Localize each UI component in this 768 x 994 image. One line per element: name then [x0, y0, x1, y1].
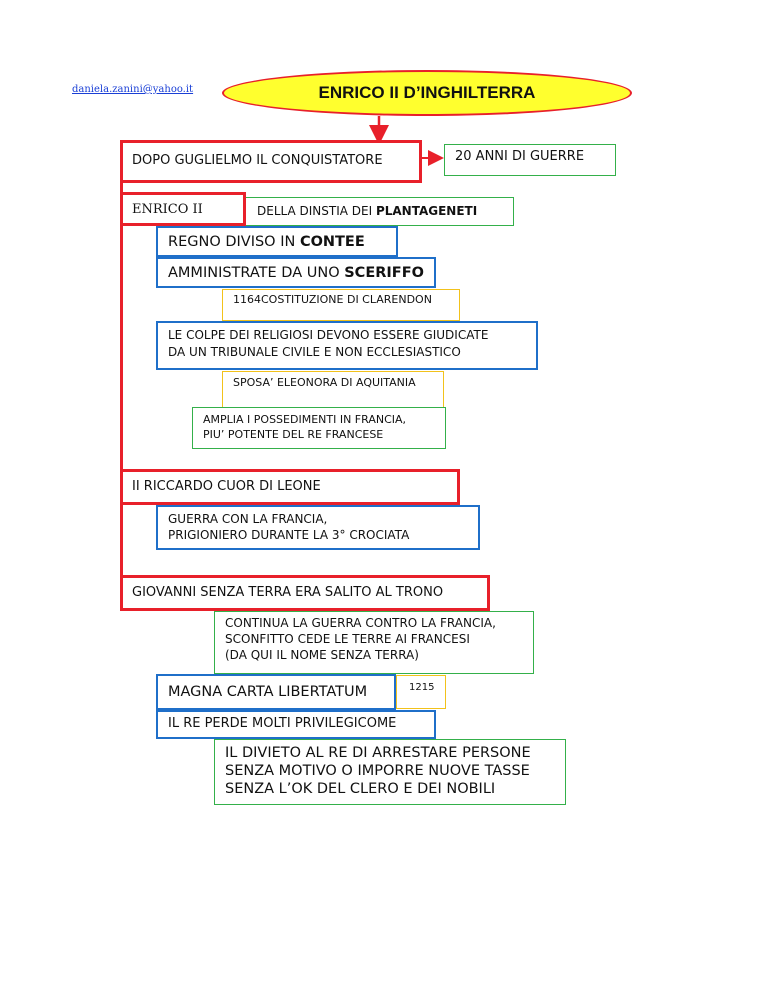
node-regno-text: REGNO DIVISO IN CONTEE: [168, 234, 365, 250]
node-20-anni: [444, 144, 616, 176]
node-riccardo-text: II RICCARDO CUOR DI LEONE: [132, 479, 321, 494]
node-1215-text: 1215: [409, 682, 435, 693]
node-dopo-guglielmo: [120, 140, 422, 183]
node-guerra-francia: [156, 505, 480, 550]
main-trunk-line: [120, 180, 123, 600]
node-dopo-text: DOPO GUGLIELMO IL CONQUISTATORE: [132, 153, 383, 168]
node-sposa: [222, 371, 444, 409]
node-riccardo: [120, 469, 460, 505]
node-amministrate-text: AMMINISTRATE DA UNO SCERIFFO: [168, 265, 424, 281]
node-amplia-line2: PIU’ POTENTE DEL RE FRANCESE: [203, 428, 384, 441]
node-20-anni-text: 20 ANNI DI GUERRE: [455, 149, 585, 164]
node-1164-text: 1164COSTITUZIONE DI CLARENDON: [233, 293, 432, 306]
node-1215: [396, 675, 446, 709]
node-1164: [222, 289, 460, 321]
node-amplia-line1: AMPLIA I POSSEDIMENTI IN FRANCIA,: [203, 413, 407, 426]
node-amplia: [192, 407, 446, 449]
node-continua: [214, 611, 534, 674]
diagram-title: ENRICO II D’INGHILTERRA: [318, 83, 536, 102]
node-colpe-line2: DA UN TRIBUNALE CIVILE E NON ECCLESIASTICO: [168, 345, 461, 359]
node-giovanni-text: GIOVANNI SENZA TERRA ERA SALITO AL TRONO: [132, 585, 444, 600]
node-re-perde: [156, 710, 436, 739]
node-giovanni: [120, 575, 490, 611]
node-divieto-line2: SENZA MOTIVO O IMPORRE NUOVE TASSE: [225, 763, 530, 779]
node-divieto-line3: SENZA L’OK DEL CLERO E DEI NOBILI: [225, 781, 496, 797]
node-re-perde-text: IL RE PERDE MOLTI PRIVILEGICOME: [168, 716, 397, 731]
node-dinastia-text: DELLA DINSTIA DEI PLANTAGENETI: [257, 204, 478, 218]
node-guerra-line2: PRIGIONIERO DURANTE LA 3° CROCIATA: [168, 528, 410, 542]
node-guerra-line1: GUERRA CON LA FRANCIA,: [168, 512, 328, 526]
node-magna-text: MAGNA CARTA LIBERTATUM: [168, 684, 368, 700]
node-divieto-line1: IL DIVIETO AL RE DI ARRESTARE PERSONE: [225, 745, 531, 761]
node-continua-line3: (DA QUI IL NOME SENZA TERRA): [225, 648, 419, 662]
email-link[interactable]: daniela.zanini@yahoo.it: [72, 84, 194, 95]
node-continua-line2: SCONFITTO CEDE LE TERRE AI FRANCESI: [225, 632, 470, 646]
node-dinastia: [232, 197, 514, 226]
node-regno-diviso: [156, 226, 398, 257]
node-amministrate: [156, 257, 436, 288]
node-magna-carta: [156, 674, 396, 710]
node-colpe-line1: LE COLPE DEI RELIGIOSI DEVONO ESSERE GIUDICATE: [168, 328, 489, 342]
node-continua-line1: CONTINUA LA GUERRA CONTRO LA FRANCIA,: [225, 616, 496, 630]
node-enrico-ii: [120, 192, 246, 226]
node-sposa-text: SPOSA’ ELEONORA DI AQUITANIA: [233, 376, 416, 389]
node-colpe: [156, 321, 538, 370]
node-enrico-text: ENRICO II: [132, 202, 203, 217]
node-divieto: [214, 739, 566, 805]
